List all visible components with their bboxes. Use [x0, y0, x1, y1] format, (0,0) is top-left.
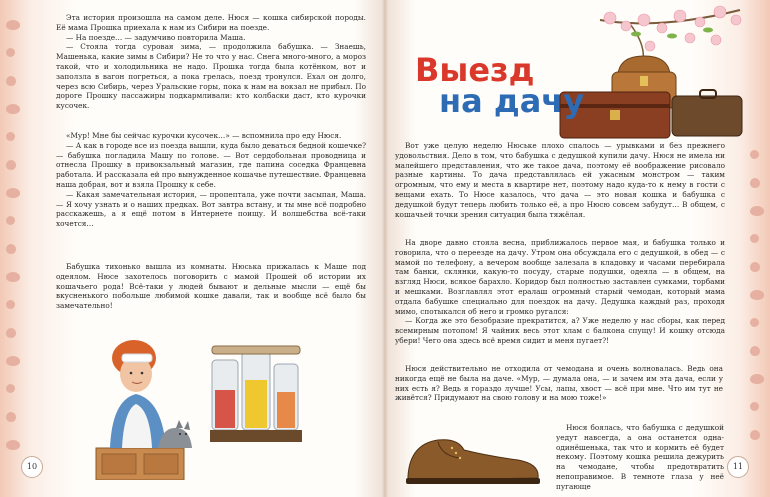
mouse-icon [750, 346, 760, 356]
paw-icon [6, 216, 15, 225]
paw-icon [750, 150, 759, 159]
paw-icon [6, 48, 15, 57]
paragraph: Вот уже целую неделю Нюське плохо спалось — урывками и без прежнего удовольствия. Дело в том, что бабушка с дедушкой купили дачу. Нюся не имела ни малейшего представления, что же такое дача, поэтому её воображение рисовало разные картины. То дача представлялась ей ужасным монстром — таким огромным, что ему и места в квартире нет, поэтому надо куда-то к нему в гости с вещами ехать. То Нюсе казалось, что дача — это новая кошка и бабушка с дедушкой будут теперь любить только её, а про Нюсю совсем забудут… В общем, с кошачьей точки зрения ситуация была тяжёлая. [395, 141, 725, 219]
fish-icon [6, 104, 20, 114]
left-margin-decoration [2, 0, 24, 497]
paragraph: — На поезде… — задумчиво повторила Маша. [66, 32, 246, 42]
page-number-left: 10 [21, 456, 43, 478]
mouse-icon [750, 430, 760, 440]
mouse-icon [6, 160, 16, 170]
mouse-icon [6, 328, 16, 338]
fish-icon [6, 188, 20, 198]
paragraph: Нюся боялась, что бабушка с дедушкой уедут навсегда, а она останется одна-одинёшенька, так что и кормить её будет некому. Поэтому кошка решила дежурить на чемодане, чтобы предотвратить непоправимое. В темноте глаза у неё пугающе [556, 423, 724, 491]
paw-icon [6, 384, 15, 393]
paragraph: Эта история произошла на самом деле. Нюся — кошка сибирской породы. Её мама Прошка приехала к нам из Сибири на поезде. [56, 13, 366, 32]
page-number-right: 11 [727, 456, 749, 478]
left-text-block-1 [56, 13, 366, 111]
paragraph: — Когда же это безобразие прекратится, а? Уже неделю у нас сборы, как перед всемирным потопом! Я чайник весь этот хлам с балкона спущу! И кошку отсюда убери! Чего она здесь всё время сидит и меня пугает?! [395, 316, 725, 345]
old-boot-illustration [398, 426, 548, 488]
paragraph: — Какая замечательная история, — пропептала, уже почти засыпая, Маша. — Я хочу узнать и о наших предках. Вот завтра встану, и ты мне всё подробно расскажешь, а я ещё потом в Интернете поищу. И волшебства всё-таки хочется… [56, 189, 366, 229]
fish-icon [6, 20, 20, 30]
fish-icon [6, 440, 20, 450]
right-text-block-4 [556, 423, 724, 492]
chapter-title [415, 51, 585, 120]
mouse-icon [6, 76, 16, 86]
right-text-block-1 [395, 141, 725, 219]
right-text-block-2 [395, 238, 725, 346]
left-text-block-3 [56, 262, 366, 311]
paw-icon [6, 132, 15, 141]
paw-icon [750, 402, 759, 411]
paragraph: Бабушка тихонько вышла из комнаты. Нюська прижалась к Маше под одеялом. Нюсе захотелось поговорить с мамой Прошей об истории их кошачьего рода! Всё-таки у людей бывают и дельные мысли — ещё бы вкусненького побольше любимой кошке давали, так и вообще всё было бы замечательно! [56, 262, 366, 311]
mouse-icon [6, 412, 16, 422]
paragraph: «Мур! Мне бы сейчас курочки кусочек…» — вспомнила про еду Нюся. [66, 131, 342, 140]
fish-icon [6, 272, 20, 282]
fish-icon [750, 206, 764, 216]
paw-icon [750, 234, 759, 243]
paw-icon [750, 318, 759, 327]
paw-icon [6, 300, 15, 309]
mouse-icon [750, 178, 760, 188]
chapter-title-line-2: на дачу [439, 82, 585, 120]
fish-icon [750, 374, 764, 384]
fish-icon [6, 356, 20, 366]
mouse-icon [6, 244, 16, 254]
grandmother-with-cat-illustration [92, 330, 382, 480]
left-text-block-2 [56, 131, 366, 229]
chapter-title-line-1: Выезд [415, 51, 535, 89]
paragraph: — Стояла тогда суровая зима, — продолжила бабушка. — Знаешь, Машенька, какие зимы в Сибири? Не то что у нас. Снега много-много, а мороз такой, что и холодильника не надо. Прошка тогда была котёнком, вот и заползла в вагон погреться, а пока грелась, поезд тронулся. Ехал он долго, через всю Сибирь, через Уральские горы, пока к нам на вокзал не прибыл. По дороге Прошку пассажиры подкармливали: кто колбаски даст, кто курочки кусочек. [56, 42, 366, 111]
paragraph: На дворе давно стояла весна, приближалось первое мая, и бабушка только и говорила, что о переезде на дачу. Утром она обсуждала его с дедушкой, в обед — с мамой по телефону, а вечером вообще залезала в кладовку и часами перебирала там банки, склянки, какую-то посуду, старые подушки, одеяла — в общем, на взгляд Нюси, всякое барахло. Коридор был полностью заставлен сумками, торбами и мешками. Возглавлял этот ералаш огромный старый чемодан, который мама отдала бабушке специально для поездок на дачу. Дедушка каждый раз, проходя мимо, спотыкался об него и громко ругался: [395, 238, 725, 316]
right-text-block-3 [395, 364, 723, 403]
paragraph: Нюся действительно не отходила от чемодана и очень волновалась. Ведь она никогда ещё не была на даче. «Мур, — думала она, — и зачем им эта дача, если у них есть я? Ведь я гораздо лучше! Усы, лапы, хвост — всё при мне. Что им тут не живётся? Придумают на свою голову и на мою тоже!» [395, 364, 723, 403]
paragraph: — А как в городе все из поезда вышли, куда было деваться бедной кошечке? — бабушка погладила Машу по голове. — Вот сердобольная проводница и отнесла Прошку в привокзальный магазин, где папина соседка Францевна работала. И рассказала ей про вынужденное кошачье путешествие. Францевна наша добрая, вот и взяла Прошку к себе. [56, 140, 366, 189]
mouse-icon [750, 262, 760, 272]
fish-icon [750, 290, 764, 300]
